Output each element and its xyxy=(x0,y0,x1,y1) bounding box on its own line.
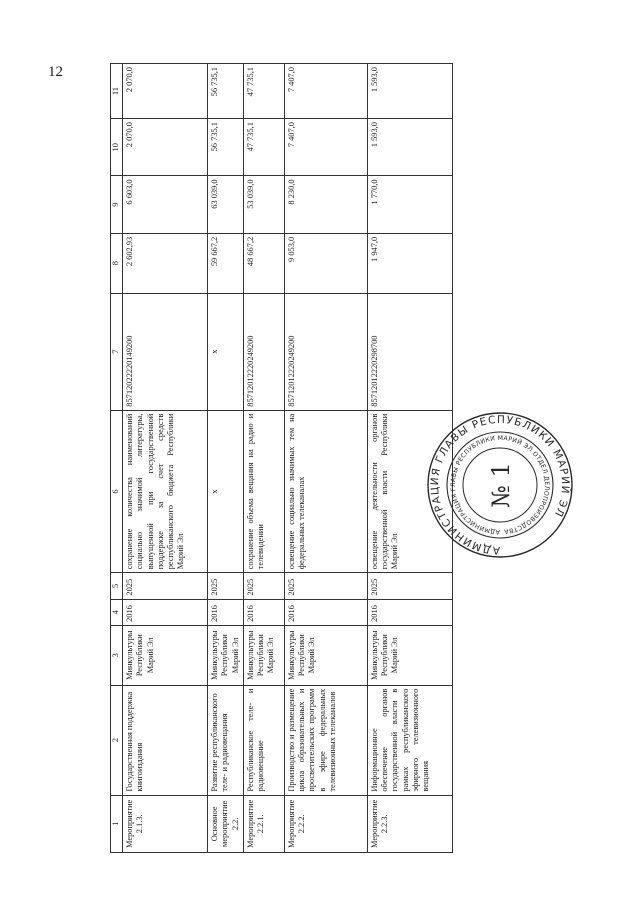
value-col-8: 2 602,93 xyxy=(123,233,208,293)
expected-result: сохранение количества наименований социально значимой литературы, выпущенной при государственной поддержке за счет средств республиканского бюджета Республики Марий Эл xyxy=(123,410,208,573)
value-col-8: 9 053,0 xyxy=(284,233,367,293)
table-row xyxy=(123,64,208,853)
end-year: 2025 xyxy=(243,573,284,599)
activity-name: Республиканское теле- и радиовещание xyxy=(243,685,284,795)
value-col-10: 47 735,1 xyxy=(243,119,284,176)
value-col-8: 59 667,2 xyxy=(208,233,244,293)
value-col-9: 53 039,0 xyxy=(243,176,284,233)
seal-number: № 1 xyxy=(487,462,515,508)
activity-code: Мероприятие 2.1.3. xyxy=(123,795,208,852)
budget-code: 85712012220249200 xyxy=(284,293,367,410)
value-col-10: 2 070,0 xyxy=(123,119,208,176)
start-year: 2016 xyxy=(208,599,244,625)
activity-code: Основное мероприятие 2.2. xyxy=(208,795,244,852)
value-col-11: 1 593,0 xyxy=(367,64,452,119)
responsible-executor: Минкультуры Республики Марий Эл xyxy=(284,625,367,685)
activity-name: Развитие республиканского теле- и радиовещания xyxy=(208,685,244,795)
responsible-executor: Минкультуры Республики Марий Эл xyxy=(243,625,284,685)
seal-inner-text: АДМИНИСТРАЦИЯ ГЛАВЫ РЕСПУБЛИКИ МАРИЙ ЭЛ ОТДЕЛ ДЕЛОПРОИЗВОДСТВА xyxy=(449,434,551,536)
expected-result: х xyxy=(208,410,244,573)
value-col-10: 56 735,1 xyxy=(208,119,244,176)
column-header: 9 xyxy=(111,176,123,233)
table-row xyxy=(243,64,284,853)
value-col-8: 1 947,0 xyxy=(367,233,452,293)
value-col-9: 6 603,0 xyxy=(123,176,208,233)
column-header: 7 xyxy=(111,293,123,410)
value-col-9: 63 039,0 xyxy=(208,176,244,233)
budget-code: 85712022220149200 xyxy=(123,293,208,410)
responsible-executor: Минкультуры Республики Марий Эл xyxy=(367,625,452,685)
column-header: 3 xyxy=(111,625,123,685)
value-col-11: 2 070,0 xyxy=(123,64,208,119)
page-number: 12 xyxy=(48,64,63,80)
end-year: 2025 xyxy=(367,573,452,599)
table-row xyxy=(284,64,367,853)
value-col-9: 8 230,0 xyxy=(284,176,367,233)
value-col-10: 1 593,0 xyxy=(367,119,452,176)
column-header: 1 xyxy=(111,795,123,852)
expected-result: освещение деятельности органов государственной власти Республики Марий Эл xyxy=(367,410,452,573)
program-activities-table xyxy=(110,63,453,853)
expected-result: освещение социально значимых тем на федеральных телеканалах xyxy=(284,410,367,573)
budget-code: х xyxy=(208,293,244,410)
column-header: 6 xyxy=(111,410,123,573)
budget-code: 85712012220249200 xyxy=(243,293,284,410)
activity-name: Государственная поддержка книгоиздания xyxy=(123,685,208,795)
end-year: 2025 xyxy=(208,573,244,599)
responsible-executor: Минкультуры Республики Марий Эл xyxy=(208,625,244,685)
official-seal xyxy=(425,410,575,560)
column-header: 8 xyxy=(111,233,123,293)
expected-result: сохранение объема вещания на радио и телевидении xyxy=(243,410,284,573)
activity-name: Производство и размещение цикла образовательных и просветительских программ в эфире федеральных телевизионных телеканалов xyxy=(284,685,367,795)
column-header: 5 xyxy=(111,573,123,599)
table-row xyxy=(208,64,244,853)
start-year: 2016 xyxy=(284,599,367,625)
activity-code: Мероприятие 2.2.1. xyxy=(243,795,284,852)
column-header: 2 xyxy=(111,685,123,795)
activity-name: Информационное обеспечение органов государственной власти в рамках республиканского эфирного телевизионного вещания xyxy=(367,685,452,795)
start-year: 2016 xyxy=(367,599,452,625)
column-header: 11 xyxy=(111,64,123,119)
column-header: 10 xyxy=(111,119,123,176)
responsible-executor: Минкультуры Республики Марий Эл xyxy=(123,625,208,685)
value-col-10: 7 407,0 xyxy=(284,119,367,176)
value-col-9: 1 770,0 xyxy=(367,176,452,233)
end-year: 2025 xyxy=(123,573,208,599)
value-col-11: 56 735,1 xyxy=(208,64,244,119)
end-year: 2025 xyxy=(284,573,367,599)
column-header: 4 xyxy=(111,599,123,625)
start-year: 2016 xyxy=(123,599,208,625)
value-col-11: 7 407,0 xyxy=(284,64,367,119)
seal-outer-text: АДМИНИСТРАЦИЯ ГЛАВЫ РЕСПУБЛИКИ МАРИЙ ЭЛ xyxy=(428,413,572,557)
budget-code: 85712012220298700 xyxy=(367,293,452,410)
value-col-11: 47 735,1 xyxy=(243,64,284,119)
activity-code: Мероприятие 2.2.3. xyxy=(367,795,452,852)
activity-code: Мероприятие 2.2.2. xyxy=(284,795,367,852)
header-row xyxy=(111,64,123,853)
start-year: 2016 xyxy=(243,599,284,625)
value-col-8: 48 667,2 xyxy=(243,233,284,293)
